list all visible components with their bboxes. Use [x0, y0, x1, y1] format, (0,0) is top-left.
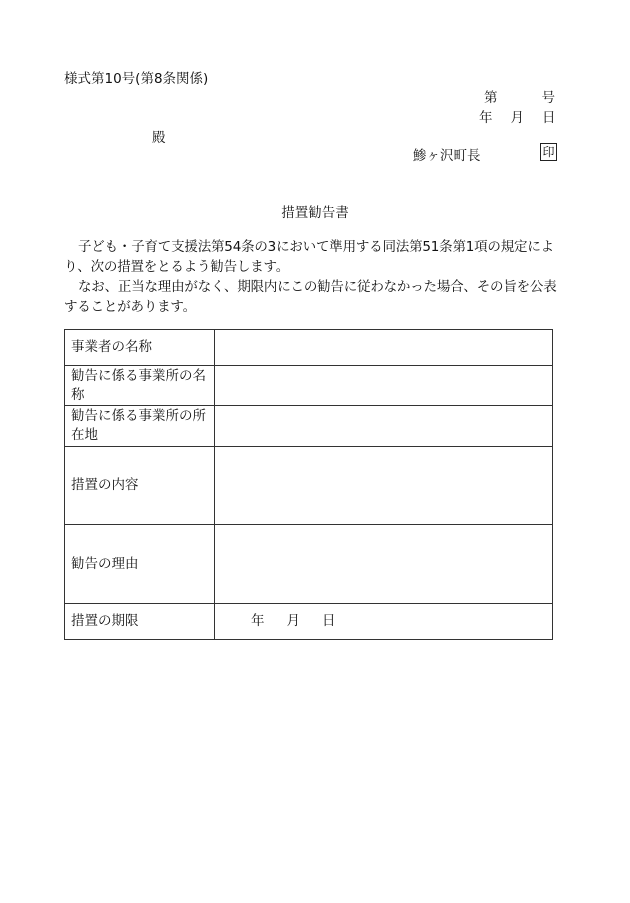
label-measure-deadline: 措置の期限: [65, 604, 215, 640]
table-row-office-address: [65, 406, 553, 447]
table-row-measure-deadline: [65, 604, 553, 640]
document-number: [484, 86, 555, 106]
label-office-address: 勧告に係る事業所の所在地: [65, 406, 215, 447]
value-recommendation-reason[interactable]: [215, 525, 553, 604]
body-text: [64, 237, 564, 317]
value-business-name[interactable]: [215, 330, 553, 366]
document-number-suffix: 号: [541, 90, 555, 106]
body-paragraph-2: なお、正当な理由がなく、期限内にこの勧告に従わなかった場合、その旨を公表することがあります。: [64, 279, 557, 315]
seal-box: 印: [540, 143, 557, 161]
value-measure-deadline[interactable]: [215, 604, 553, 640]
deadline-day: 日: [322, 613, 336, 629]
label-recommendation-reason: 勧告の理由: [65, 525, 215, 604]
recommendation-table: [64, 329, 553, 640]
value-measure-content[interactable]: [215, 447, 553, 525]
issue-date-year: 年: [479, 110, 493, 126]
issue-date-month: 月: [510, 110, 524, 126]
table-row-business-name: [65, 330, 553, 366]
addressee-honorific: 殿: [152, 130, 166, 146]
label-business-name: 事業者の名称: [65, 330, 215, 366]
document-title: 措置勧告書: [281, 205, 349, 221]
label-office-name: 勧告に係る事業所の名称: [65, 366, 215, 406]
deadline-year: 年: [251, 613, 265, 629]
body-paragraph-1: 子ども・子育て支援法第54条の3において準用する同法第51条第1項の規定により、次の措置をとるよう勧告します。: [64, 239, 554, 275]
document-number-prefix: 第: [484, 90, 498, 106]
sender-name: 鯵ヶ沢町長: [413, 148, 481, 164]
table-row-measure-content: [65, 447, 553, 525]
deadline-month: 月: [286, 613, 300, 629]
table-row-recommendation-reason: [65, 525, 553, 604]
label-measure-content: 措置の内容: [65, 447, 215, 525]
value-office-address[interactable]: [215, 406, 553, 447]
value-office-name[interactable]: [215, 366, 553, 406]
issue-date: [479, 106, 556, 126]
issue-date-day: 日: [542, 110, 556, 126]
form-number: 様式第10号(第8条関係): [64, 71, 209, 87]
table-row-office-name: [65, 366, 553, 406]
